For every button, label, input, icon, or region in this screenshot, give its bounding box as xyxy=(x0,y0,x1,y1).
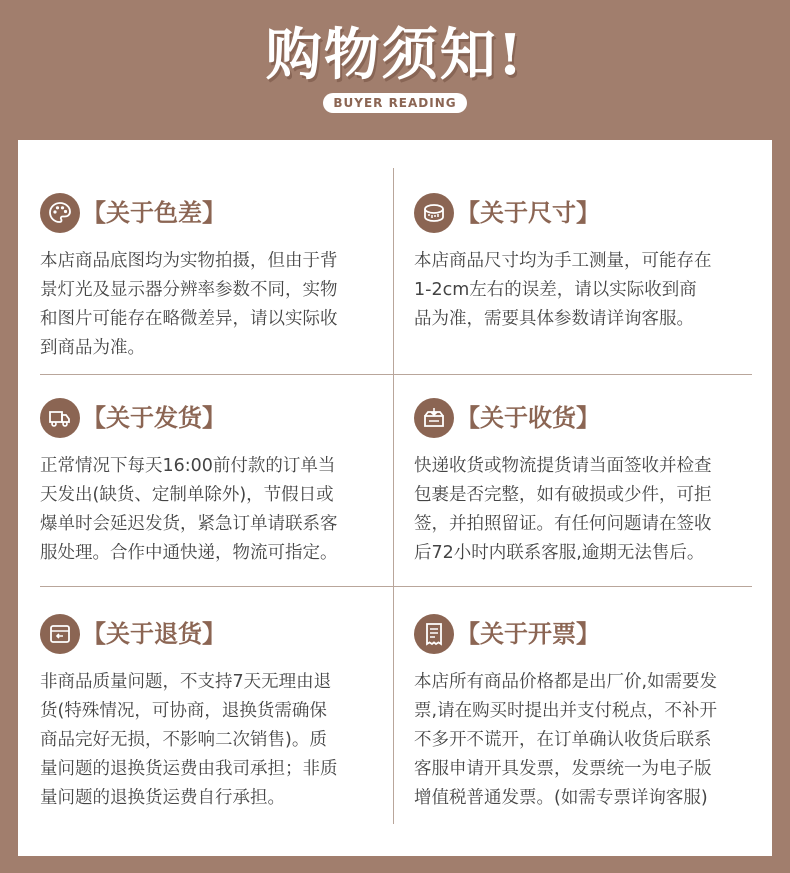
section-heading: 【关于收货】 xyxy=(456,404,600,432)
section-heading: 【关于色差】 xyxy=(82,199,226,227)
page-title: 购物须知! xyxy=(265,22,525,88)
section-text: 本店商品底图均为实物拍摄，但由于背 景灯光及显示器分辨率参数不同，实物 和图片可能存在略微差异，请以实际收 到商品为准。 xyxy=(40,251,338,358)
palette-icon xyxy=(40,193,80,233)
truck-icon xyxy=(40,398,80,438)
row-divider xyxy=(40,586,752,587)
row-divider xyxy=(40,374,752,375)
invoice-icon xyxy=(414,614,454,654)
return-box-icon xyxy=(40,614,80,654)
column-divider xyxy=(393,168,394,824)
section-heading: 【关于尺寸】 xyxy=(456,199,600,227)
tape-measure-icon xyxy=(414,193,454,233)
section-text: 本店所有商品价格都是出厂价,如需要发 票,请在购买时提出并支付税点，不补开 不多开不谎开，在订单确认收货后联系 客服申请开具发票，发票统一为电子版 增值税普通发票。(如需专票详询客服) xyxy=(414,672,718,808)
section-text: 快递收货或物流提货请当面签收并检查 包裹是否完整，如有破损或少件，可拒 签，并拍照留证。有任何问题请在签收 后72小时内联系客服,逾期无法售后。 xyxy=(414,456,712,563)
section-heading: 【关于退货】 xyxy=(82,620,226,648)
section-heading: 【关于开票】 xyxy=(456,620,600,648)
package-icon xyxy=(414,398,454,438)
subtitle-badge: BUYER READING xyxy=(323,93,467,113)
section-text: 非商品质量问题，不支持7天无理由退 货(特殊情况，可协商，退换货需确保 商品完好无损，不影响二次销售)。质 量问题的退换货运费由我司承担；非质 量问题的退换货运费自行承担。 xyxy=(40,672,338,808)
section-heading: 【关于发货】 xyxy=(82,404,226,432)
section-text: 正常情况下每天16:00前付款的订单当 天发出(缺货、定制单除外)，节假日或 爆单时会延迟发货，紧急订单请联系客 服处理。合作中通快递，物流可指定。 xyxy=(40,456,338,563)
section-text: 本店商品尺寸均为手工测量，可能存在 1-2cm左右的误差，请以实际收到商 品为准，需要具体参数请详询客服。 xyxy=(414,251,712,329)
